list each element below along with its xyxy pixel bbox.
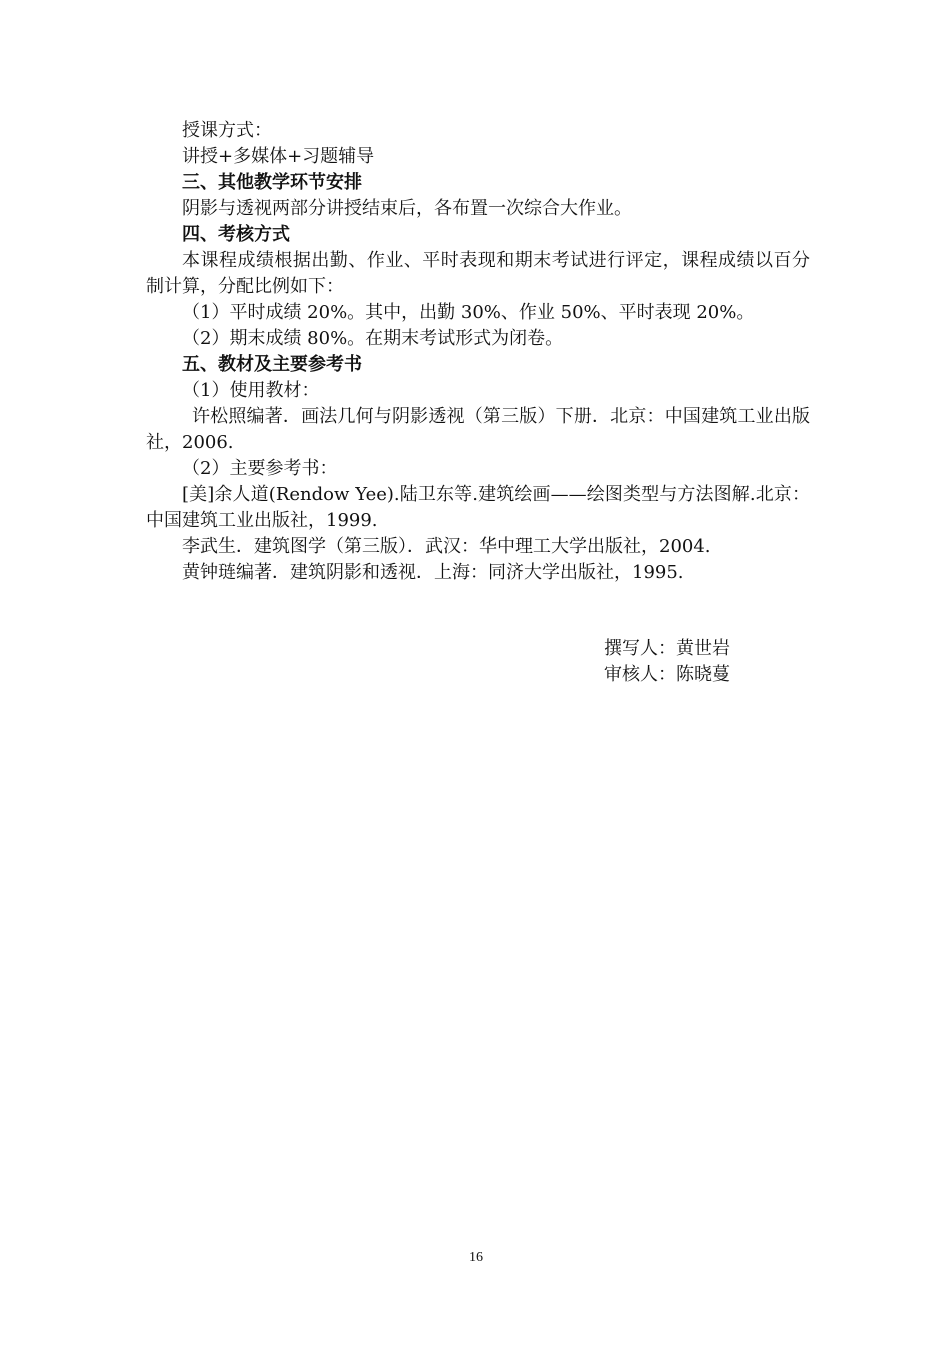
page-number: 16 xyxy=(469,1250,483,1265)
textbook-entry: 许松照编著．画法几何与阴影透视（第三版）下册．北京：中国建筑工业出版社，2006. xyxy=(146,406,810,453)
section4-body: 本课程成绩根据出勤、作业、平时表现和期末考试进行评定，课程成绩以百分制计算，分配比例如下： xyxy=(146,250,810,297)
reference-1: [美]余人道(Rendow Yee).陆卫东等.建筑绘画——绘图类型与方法图解.北京：中国建筑工业出版社，1999. xyxy=(146,484,810,531)
section5-sub2: （2）主要参考书： xyxy=(182,458,338,479)
author-line: 撰写人：黄世岩 xyxy=(604,638,730,659)
section3-heading: 三、其他教学环节安排 xyxy=(182,172,362,193)
section3-body: 阴影与透视两部分讲授结束后，各布置一次综合大作业。 xyxy=(182,198,632,219)
section4-item1: （1）平时成绩 20%。其中，出勤 30%、作业 50%、平时表现 20%。 xyxy=(182,302,755,323)
section5-sub1: （1）使用教材： xyxy=(182,380,320,401)
teaching-method-label: 授课方式： xyxy=(182,120,272,141)
section5-heading: 五、教材及主要参考书 xyxy=(182,354,362,375)
section4-heading: 四、考核方式 xyxy=(182,224,290,245)
section4-item2: （2）期末成绩 80%。在期末考试形式为闭卷。 xyxy=(182,328,564,349)
teaching-method-value: 讲授+多媒体+习题辅导 xyxy=(182,146,375,167)
reference-3: 黄钟琏编著．建筑阴影和透视．上海：同济大学出版社，1995. xyxy=(182,562,684,583)
reviewer-line: 审核人：陈晓蔓 xyxy=(604,664,730,685)
reference-2: 李武生．建筑图学（第三版）．武汉：华中理工大学出版社，2004. xyxy=(182,536,711,557)
